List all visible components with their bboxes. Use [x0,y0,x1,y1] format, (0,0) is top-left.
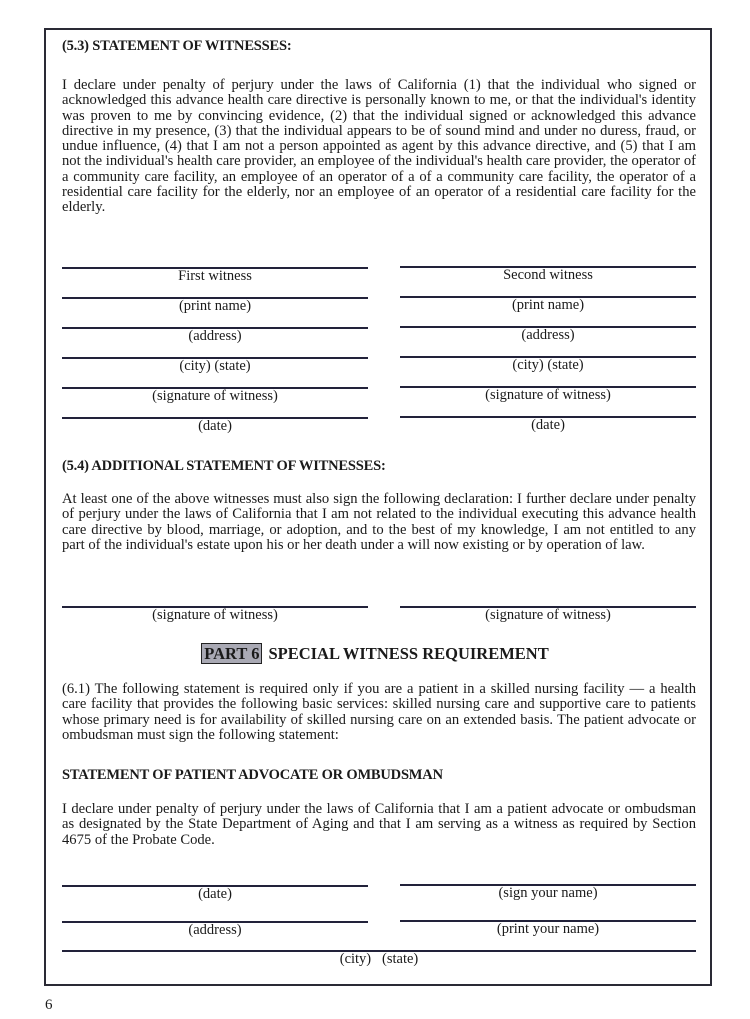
section-5-3-heading: (5.3) STATEMENT OF WITNESSES: [62,38,292,54]
part-6-title: SPECIAL WITNESS REQUIREMENT [268,644,549,663]
part-6-body: (6.1) The following statement is required only if you are a patient in a skilled nursing facility — a health care facility that provides the following basic services: skilled nursing care and supportive care to patients whose primary need is for availability of skilled nursing care on an extended basis. The patient advocate or ombudsman must sign the following statement: [62,681,696,743]
ombudsman-city-state-label: (city) (state) [339,951,419,967]
second-witness-signature-label: (signature of witness) [485,387,611,403]
section-5-3-body: I declare under penalty of perjury under the laws of California (1) that the individual who signed or acknowledged this advance health care directive is personally known to me, or that the individual's identity was proven to me by convincing evidence, (2) that the individual signed or acknowledged this advance directive in my presence, (3) that the individual appears to be of sound mind and under no duress, fraud, or undue influence, (4) that I am not a person appointed as agent by this advance directive, and (5) that I am not the individual's health care provider, an employee of the individual's health care provider, the operator of a community care facility, an employee of an operator of a of a community care facility, the operator of a residential care facility for the elderly, nor an employee of an operator of a residential care facility for the elderly. [62,77,696,216]
first-witness-city-state-label: (city) (state) [179,358,251,374]
second-witness-label: Second witness [503,267,593,283]
first-witness-date-label: (date) [198,418,232,434]
section-5-4-body: At least one of the above witnesses must also sign the following declaration: I further declare under penalty of perjury under the laws of California that I am not related to the individual executing this advance health care directive by blood, marriage, or adoption, and to the best of my knowledge, I am not entitled to any part of the individual's estate upon his or her death under a will now existing or by operation of law. [62,491,696,553]
patient-advocate-declaration: I declare under penalty of perjury under the laws of California that I am a patient advocate or ombudsman as designated by the State Department of Aging and that I am serving as a witness as required by Section 4675 of the Probate Code. [62,801,696,848]
first-witness-signature-label: (signature of witness) [152,388,278,404]
first-witness-print-name-label: (print name) [178,298,252,314]
page-number: 6 [45,997,53,1013]
ombudsman-sign-name-label: (sign your name) [498,885,598,901]
additional-signature-label-2: (signature of witness) [485,607,611,623]
ombudsman-address-label: (address) [188,922,242,938]
patient-advocate-heading: STATEMENT OF PATIENT ADVOCATE OR OMBUDSMAN [62,767,443,783]
part-6-heading [0,644,750,664]
ombudsman-print-name-label: (print your name) [496,921,600,937]
second-witness-city-state-label: (city) (state) [512,357,584,373]
second-witness-address-label: (address) [521,327,575,343]
additional-signature-label-1: (signature of witness) [152,607,278,623]
part-6-badge: PART 6 [201,643,262,664]
second-witness-date-label: (date) [531,417,565,433]
section-5-4-heading: (5.4) ADDITIONAL STATEMENT OF WITNESSES: [62,458,386,474]
ombudsman-date-label: (date) [198,886,232,902]
first-witness-address-label: (address) [188,328,242,344]
second-witness-print-name-label: (print name) [511,297,585,313]
first-witness-label: First witness [178,268,252,284]
